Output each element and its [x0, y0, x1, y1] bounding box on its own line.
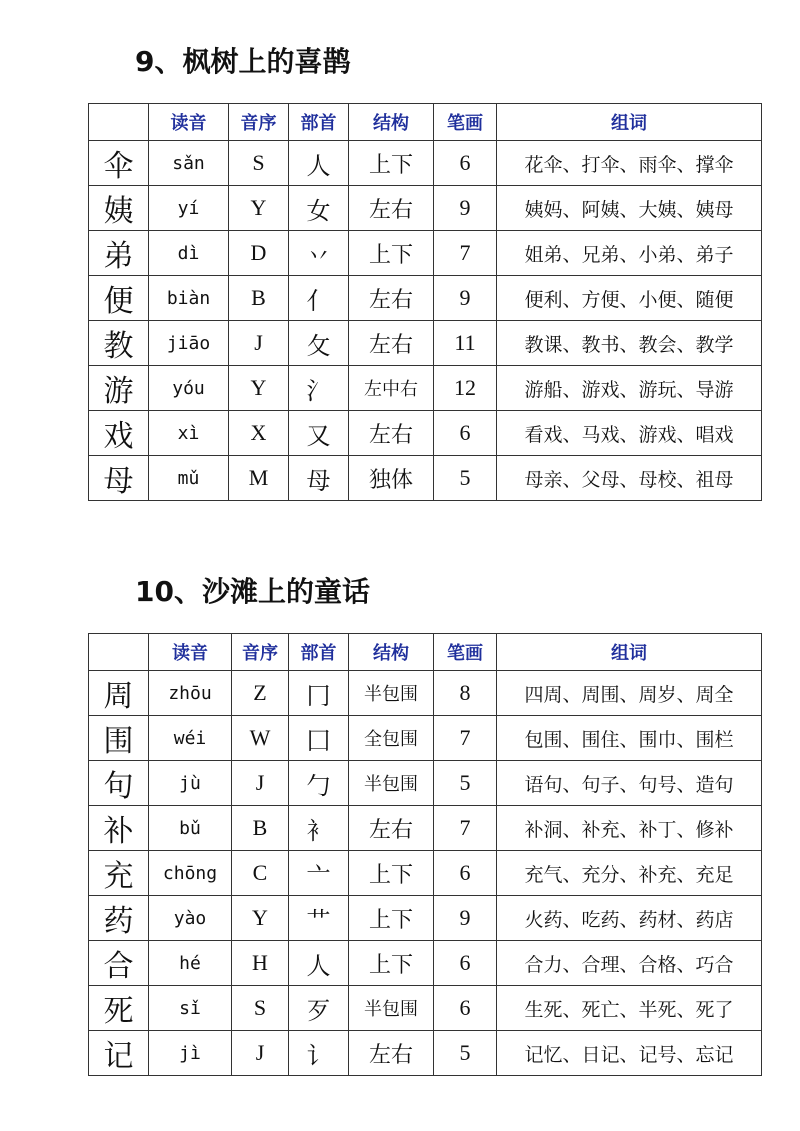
- radical-cell: 歹: [289, 986, 349, 1031]
- header-blank: [89, 104, 149, 141]
- table-row: [89, 141, 762, 186]
- pinyin-cell: jù: [149, 761, 232, 806]
- table-row: [89, 456, 762, 501]
- table-row: [89, 671, 762, 716]
- character-cell: 补: [89, 806, 149, 851]
- structure-cell: 左右: [349, 186, 434, 231]
- stroke-count-cell: 8: [434, 671, 497, 716]
- vocab-table: [88, 633, 762, 1076]
- stroke-count-cell: 6: [434, 411, 497, 456]
- word-examples-cell: 补洞、补充、补丁、修补: [497, 806, 762, 851]
- letter-order-cell: Y: [229, 366, 289, 411]
- letter-order-cell: Y: [232, 896, 289, 941]
- stroke-count-cell: 7: [434, 231, 497, 276]
- pinyin-cell: biàn: [149, 276, 229, 321]
- character-cell: 戏: [89, 411, 149, 456]
- character-cell: 围: [89, 716, 149, 761]
- stroke-count-cell: 9: [434, 896, 497, 941]
- table-row: [89, 276, 762, 321]
- structure-cell: 左中右: [349, 366, 434, 411]
- letter-order-cell: H: [232, 941, 289, 986]
- header-order: 音序: [229, 104, 289, 141]
- pinyin-cell: chōng: [149, 851, 232, 896]
- word-examples-cell: 游船、游戏、游玩、导游: [497, 366, 762, 411]
- stroke-count-cell: 6: [434, 941, 497, 986]
- word-examples-cell: 花伞、打伞、雨伞、撑伞: [497, 141, 762, 186]
- letter-order-cell: J: [232, 1031, 289, 1076]
- structure-cell: 左右: [349, 1031, 434, 1076]
- table-row: [89, 716, 762, 761]
- letter-order-cell: C: [232, 851, 289, 896]
- header-words: 组词: [497, 634, 762, 671]
- pinyin-cell: jì: [149, 1031, 232, 1076]
- header-structure: 结构: [349, 104, 434, 141]
- stroke-count-cell: 9: [434, 186, 497, 231]
- header-radical: 部首: [289, 104, 349, 141]
- radical-cell: 囗: [289, 716, 349, 761]
- structure-cell: 上下: [349, 141, 434, 186]
- stroke-count-cell: 9: [434, 276, 497, 321]
- radical-cell: 亠: [289, 851, 349, 896]
- stroke-count-cell: 6: [434, 851, 497, 896]
- character-cell: 母: [89, 456, 149, 501]
- word-examples-cell: 语句、句子、句号、造句: [497, 761, 762, 806]
- radical-cell: 艹: [289, 896, 349, 941]
- word-examples-cell: 便利、方便、小便、随便: [497, 276, 762, 321]
- stroke-count-cell: 11: [434, 321, 497, 366]
- letter-order-cell: S: [229, 141, 289, 186]
- pinyin-cell: wéi: [149, 716, 232, 761]
- letter-order-cell: Z: [232, 671, 289, 716]
- word-examples-cell: 充气、充分、补充、充足: [497, 851, 762, 896]
- radical-cell: 人: [289, 941, 349, 986]
- character-cell: 死: [89, 986, 149, 1031]
- structure-cell: 全包围: [349, 716, 434, 761]
- vocab-table: [88, 103, 762, 501]
- character-cell: 周: [89, 671, 149, 716]
- word-examples-cell: 看戏、马戏、游戏、唱戏: [497, 411, 762, 456]
- radical-cell: 丷: [289, 231, 349, 276]
- structure-cell: 半包围: [349, 986, 434, 1031]
- radical-cell: 讠: [289, 1031, 349, 1076]
- letter-order-cell: W: [232, 716, 289, 761]
- word-examples-cell: 生死、死亡、半死、死了: [497, 986, 762, 1031]
- structure-cell: 半包围: [349, 671, 434, 716]
- table-row: [89, 366, 762, 411]
- header-blank: [89, 634, 149, 671]
- pinyin-cell: dì: [149, 231, 229, 276]
- table-row: [89, 1031, 762, 1076]
- pinyin-cell: yóu: [149, 366, 229, 411]
- word-examples-cell: 记忆、日记、记号、忘记: [497, 1031, 762, 1076]
- table-row: [89, 231, 762, 276]
- table-header-row: [89, 634, 762, 671]
- word-examples-cell: 教课、教书、教会、教学: [497, 321, 762, 366]
- header-strokes: 笔画: [434, 104, 497, 141]
- stroke-count-cell: 6: [434, 986, 497, 1031]
- radical-cell: 氵: [289, 366, 349, 411]
- table-row: [89, 941, 762, 986]
- pinyin-cell: jiāo: [149, 321, 229, 366]
- structure-cell: 左右: [349, 806, 434, 851]
- stroke-count-cell: 12: [434, 366, 497, 411]
- header-words: 组词: [497, 104, 762, 141]
- radical-cell: 冂: [289, 671, 349, 716]
- structure-cell: 独体: [349, 456, 434, 501]
- letter-order-cell: J: [232, 761, 289, 806]
- stroke-count-cell: 7: [434, 716, 497, 761]
- structure-cell: 上下: [349, 231, 434, 276]
- radical-cell: 母: [289, 456, 349, 501]
- table-row: [89, 186, 762, 231]
- structure-cell: 上下: [349, 851, 434, 896]
- radical-cell: 衤: [289, 806, 349, 851]
- word-examples-cell: 姐弟、兄弟、小弟、弟子: [497, 231, 762, 276]
- letter-order-cell: M: [229, 456, 289, 501]
- word-examples-cell: 母亲、父母、母校、祖母: [497, 456, 762, 501]
- stroke-count-cell: 6: [434, 141, 497, 186]
- letter-order-cell: S: [232, 986, 289, 1031]
- pinyin-cell: bǔ: [149, 806, 232, 851]
- structure-cell: 左右: [349, 321, 434, 366]
- header-structure: 结构: [349, 634, 434, 671]
- stroke-count-cell: 5: [434, 456, 497, 501]
- structure-cell: 左右: [349, 276, 434, 321]
- radical-cell: 攵: [289, 321, 349, 366]
- structure-cell: 上下: [349, 941, 434, 986]
- character-cell: 姨: [89, 186, 149, 231]
- character-cell: 记: [89, 1031, 149, 1076]
- header-pinyin: 读音: [149, 634, 232, 671]
- header-order: 音序: [232, 634, 289, 671]
- pinyin-cell: xì: [149, 411, 229, 456]
- header-pinyin: 读音: [149, 104, 229, 141]
- character-cell: 教: [89, 321, 149, 366]
- radical-cell: 女: [289, 186, 349, 231]
- structure-cell: 半包围: [349, 761, 434, 806]
- word-examples-cell: 四周、周围、周岁、周全: [497, 671, 762, 716]
- structure-cell: 左右: [349, 411, 434, 456]
- table-row: [89, 806, 762, 851]
- table-row: [89, 986, 762, 1031]
- table-row: [89, 321, 762, 366]
- character-cell: 充: [89, 851, 149, 896]
- character-cell: 游: [89, 366, 149, 411]
- character-cell: 句: [89, 761, 149, 806]
- pinyin-cell: zhōu: [149, 671, 232, 716]
- word-examples-cell: 合力、合理、合格、巧合: [497, 941, 762, 986]
- pinyin-cell: yào: [149, 896, 232, 941]
- letter-order-cell: X: [229, 411, 289, 456]
- character-cell: 合: [89, 941, 149, 986]
- table-row: [89, 411, 762, 456]
- header-radical: 部首: [289, 634, 349, 671]
- section-title: 9、枫树上的喜鹊: [135, 45, 351, 78]
- character-cell: 伞: [89, 141, 149, 186]
- word-examples-cell: 包围、围住、围巾、围栏: [497, 716, 762, 761]
- radical-cell: 勹: [289, 761, 349, 806]
- letter-order-cell: B: [229, 276, 289, 321]
- structure-cell: 上下: [349, 896, 434, 941]
- radical-cell: 人: [289, 141, 349, 186]
- letter-order-cell: J: [229, 321, 289, 366]
- stroke-count-cell: 5: [434, 761, 497, 806]
- pinyin-cell: yí: [149, 186, 229, 231]
- table-row: [89, 896, 762, 941]
- table-row: [89, 851, 762, 896]
- radical-cell: 亻: [289, 276, 349, 321]
- pinyin-cell: hé: [149, 941, 232, 986]
- pinyin-cell: sǎn: [149, 141, 229, 186]
- stroke-count-cell: 7: [434, 806, 497, 851]
- pinyin-cell: mǔ: [149, 456, 229, 501]
- table-row: [89, 761, 762, 806]
- letter-order-cell: D: [229, 231, 289, 276]
- word-examples-cell: 姨妈、阿姨、大姨、姨母: [497, 186, 762, 231]
- character-cell: 药: [89, 896, 149, 941]
- character-cell: 弟: [89, 231, 149, 276]
- table-header-row: [89, 104, 762, 141]
- header-strokes: 笔画: [434, 634, 497, 671]
- stroke-count-cell: 5: [434, 1031, 497, 1076]
- word-examples-cell: 火药、吃药、药材、药店: [497, 896, 762, 941]
- character-cell: 便: [89, 276, 149, 321]
- letter-order-cell: B: [232, 806, 289, 851]
- letter-order-cell: Y: [229, 186, 289, 231]
- section-title: 10、沙滩上的童话: [135, 575, 370, 608]
- radical-cell: 又: [289, 411, 349, 456]
- pinyin-cell: sǐ: [149, 986, 232, 1031]
